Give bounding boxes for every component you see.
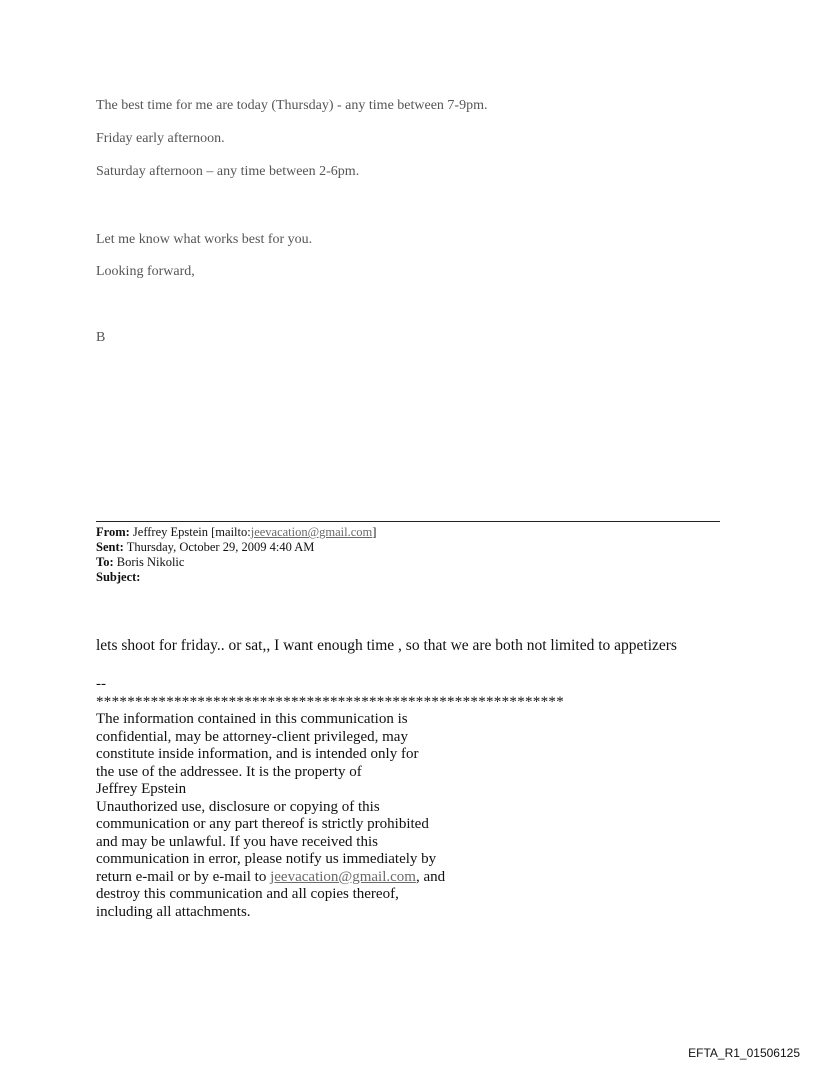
document-id: EFTA_R1_01506125	[688, 1046, 800, 1060]
disclaimer-line: confidential, may be attorney-client privileged, may	[96, 728, 408, 745]
signature-block	[96, 676, 564, 921]
from-row	[96, 525, 376, 540]
disclaimer-line: Jeffrey Epstein	[96, 781, 187, 797]
signature-dashes: --	[96, 676, 106, 692]
sent-value: Thursday, October 29, 2009 4:40 AM	[126, 540, 315, 554]
disclaimer-line: communication in error, please notify us immediately by	[96, 851, 437, 867]
from-label: From:	[96, 525, 130, 539]
message-body: lets shoot for friday.. or sat,, I want enough time , so that we are both not limited to appetizers	[96, 637, 677, 654]
email-header	[96, 525, 376, 585]
disclaimer-return-line	[96, 869, 564, 887]
disclaimer-line: constitute inside information, and is intended only for	[96, 746, 419, 762]
from-name: Jeffrey Epstein [mailto:	[132, 525, 251, 539]
disclaimer-line: The information contained in this communication is	[96, 711, 408, 727]
disclaimer-line: Unauthorized use, disclosure or copying of this	[96, 798, 380, 815]
header-divider	[96, 521, 720, 522]
disclaimer-line: communication or any part thereof is strictly prohibited	[96, 816, 429, 832]
reply-line-3: Saturday afternoon – any time between 2-6pm.	[96, 164, 360, 179]
subject-label: Subject:	[96, 570, 141, 584]
sent-row	[96, 540, 376, 555]
to-row	[96, 555, 376, 570]
disclaimer	[96, 711, 564, 921]
subject-row	[96, 570, 376, 585]
reply-signoff: B	[96, 330, 106, 345]
reply-line-1: The best time for me are today (Thursday) - any time between 7-9pm.	[96, 98, 488, 113]
to-label: To:	[96, 555, 114, 569]
from-email-link[interactable]: jeevacation@gmail.com	[250, 525, 373, 539]
reply-line-2: Friday early afternoon.	[96, 131, 225, 146]
return-email-link[interactable]: jeevacation@gmail.com	[270, 868, 416, 885]
from-close: ]	[372, 525, 377, 539]
return-prefix: return e-mail or by e-mail to	[96, 868, 271, 885]
return-suffix: , and	[415, 868, 446, 885]
disclaimer-line: the use of the addressee. It is the property of	[96, 763, 362, 780]
to-value: Boris Nikolic	[116, 555, 185, 569]
sent-label: Sent:	[96, 540, 124, 554]
signature-stars: ************************************************************	[96, 693, 564, 710]
disclaimer-line: destroy this communication and all copies thereof,	[96, 886, 399, 902]
disclaimer-line: and may be unlawful. If you have received this	[96, 833, 378, 850]
reply-line-5: Looking forward,	[96, 264, 195, 279]
disclaimer-line: including all attachments.	[96, 903, 251, 920]
reply-line-4: Let me know what works best for you.	[96, 232, 313, 247]
